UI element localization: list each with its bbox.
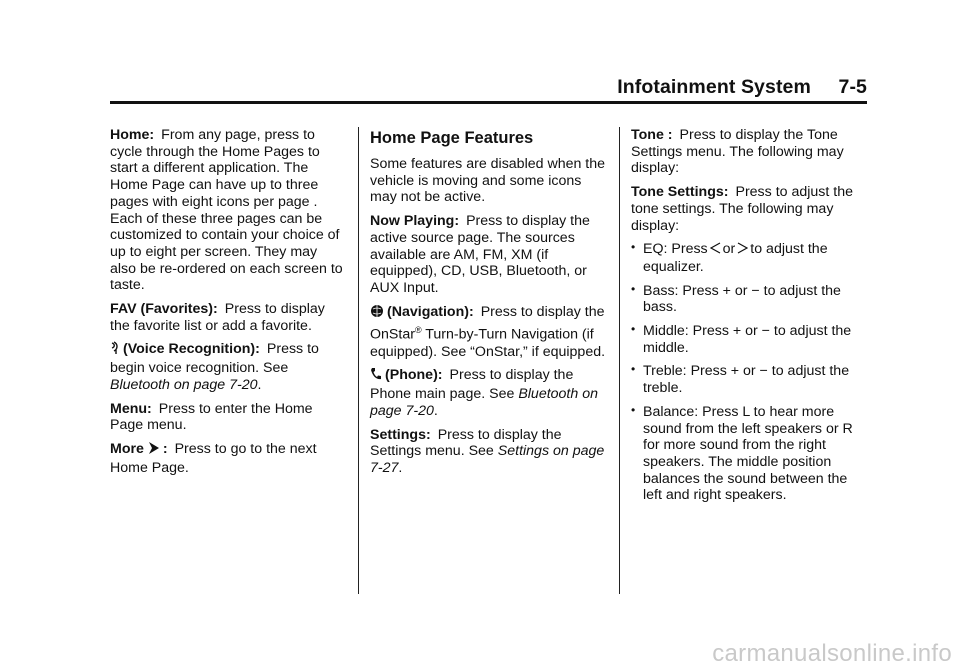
navigation-text: Press to display the OnStar	[370, 303, 605, 344]
voice-end: .	[257, 376, 262, 393]
tone-text: Press to display the Tone Settings menu. The following may display:	[631, 127, 844, 177]
fav-text: Press to display the favorite list or add a favorite.	[110, 301, 325, 334]
navigation-paragraph	[370, 304, 606, 361]
menu-text: Press to enter the Home Page menu.	[110, 400, 313, 434]
eq-or: or	[722, 241, 736, 258]
more-colon: :	[162, 440, 168, 457]
tone-term: Tone :	[631, 127, 673, 143]
fav-paragraph	[110, 301, 346, 334]
list-item-bass: • Bass: Press + or − to adjust the bass.	[631, 283, 867, 316]
navigation-text-2: Turn-by-Turn Navigation (if equipped). See “OnStar,” if equipped.	[370, 327, 606, 360]
navigation-term: (Navigation):	[387, 303, 474, 320]
settings-term: Settings:	[370, 426, 431, 443]
settings-paragraph	[370, 427, 606, 477]
phone-ref-link[interactable]: Bluetooth on page 7-20	[370, 386, 598, 419]
more-term: More	[110, 440, 144, 457]
triangle-left-icon	[710, 242, 721, 259]
settings-text: Press to display the Settings menu. See	[370, 426, 562, 460]
page-header	[110, 76, 867, 102]
more-text: Press to go to the next Home Page.	[110, 440, 317, 476]
phone-end: .	[433, 402, 438, 419]
tone-paragraph	[631, 127, 867, 177]
fav-term: FAV (Favorites):	[110, 301, 218, 318]
column-divider-2	[619, 127, 620, 594]
list-item-treble: • Treble: Press + or − to adjust the treble.	[631, 363, 867, 396]
phone-paragraph	[370, 367, 606, 419]
tone-settings-term: Tone Settings:	[631, 184, 729, 201]
list-item-middle: • Middle: Press + or − to adjust the middle.	[631, 323, 867, 356]
column-left	[110, 127, 346, 483]
page-title	[617, 76, 867, 99]
settings-end: .	[398, 459, 403, 476]
home-text: From any page, press to cycle through the Home Pages to start a different application. The Home Page can have up to three pages with eight icons per page . Each of these three pages can be customized to contain your choice of up to eight per screen. They may also be re-ordered on each screen to taste.	[110, 127, 343, 294]
column-right	[631, 127, 867, 511]
voice-recognition-icon	[110, 341, 120, 360]
voice-term: (Voice Recognition):	[123, 341, 260, 358]
home-term: Home:	[110, 127, 155, 143]
page-number: 7-5	[838, 76, 867, 98]
now-playing-paragraph	[370, 213, 606, 297]
voice-ref-link[interactable]: Bluetooth on page 7-20	[110, 376, 258, 393]
tone-settings-list	[631, 241, 867, 504]
column-middle	[370, 127, 606, 484]
triangle-right-icon	[737, 242, 748, 259]
watermark: carmanualsonline.info	[712, 640, 952, 667]
column-divider-1	[358, 127, 359, 594]
registered-mark: ®	[414, 325, 422, 336]
settings-ref-link[interactable]: Settings on page 7-27	[370, 443, 605, 476]
voice-paragraph	[110, 341, 346, 393]
arrow-right-icon	[148, 441, 160, 460]
home-paragraph	[110, 127, 346, 294]
eq-text: EQ: Press	[643, 241, 708, 258]
tone-settings-paragraph	[631, 184, 867, 234]
header-rule	[110, 101, 867, 104]
menu-term: Menu:	[110, 400, 152, 417]
voice-text: Press to begin voice recognition. See	[110, 341, 319, 377]
navigation-icon	[370, 304, 384, 323]
phone-icon	[370, 367, 382, 386]
tone-settings-text: Press to adjust the tone settings. The following may display:	[631, 184, 853, 234]
list-item-balance: • Balance: Press L to hear more sound from the left speakers or R for more sound from the right speakers. The middle position balances the sound between the left and right speakers.	[631, 404, 867, 504]
eq-text-2: to adjust the equalizer.	[643, 241, 828, 275]
phone-term: (Phone):	[385, 367, 443, 384]
list-item-eq	[631, 241, 867, 275]
menu-paragraph	[110, 401, 346, 434]
more-paragraph	[110, 441, 346, 476]
section-title: Infotainment System	[617, 76, 811, 98]
phone-text: Press to display the Phone main page. See	[370, 367, 574, 403]
now-playing-text: Press to display the active source page. The sources available are AM, FM, XM (if equipped), CD, USB, Bluetooth, or AUX Input.	[370, 213, 590, 296]
intro-paragraph: Some features are disabled when the vehicle is moving and some icons may not be active.	[370, 156, 606, 206]
section-heading: Home Page Features	[370, 129, 534, 147]
now-playing-term: Now Playing:	[370, 213, 460, 230]
